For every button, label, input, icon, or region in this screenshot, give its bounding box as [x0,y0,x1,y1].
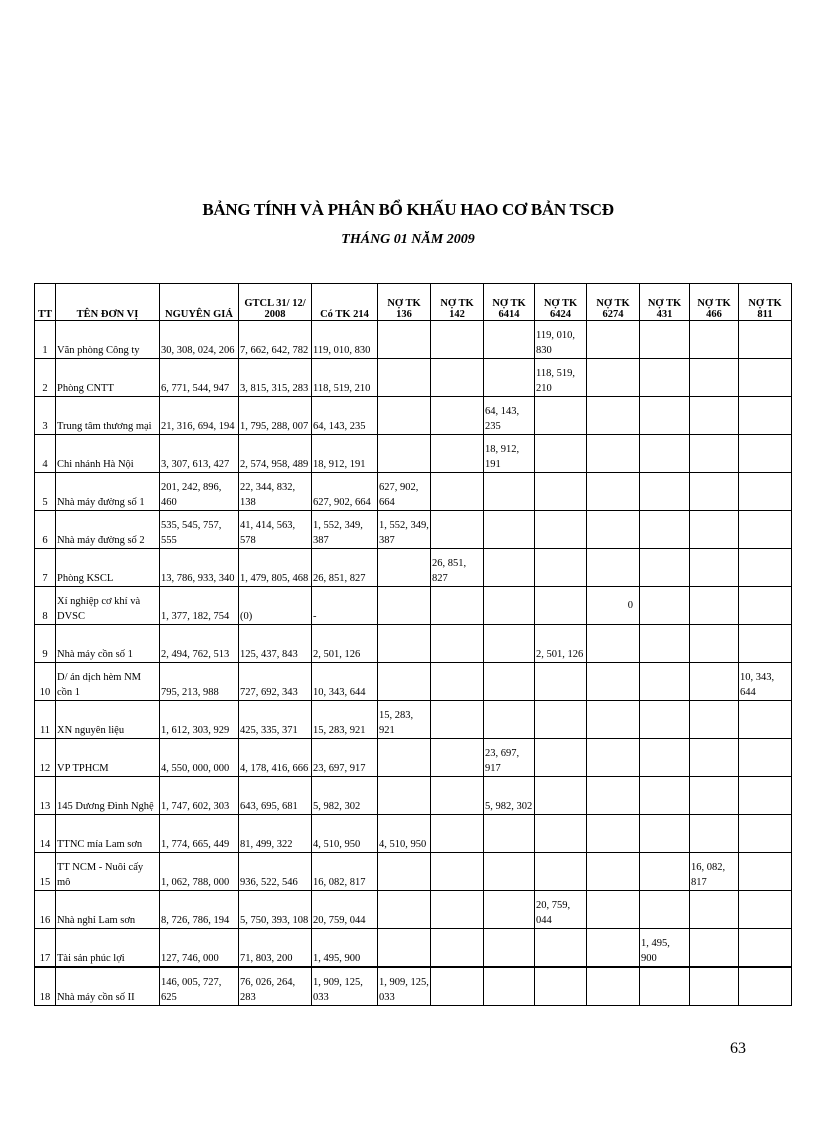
table-cell-n6424 [535,777,587,815]
table-row [35,587,792,625]
table-cell-n811 [739,473,792,511]
table-cell-n811 [739,853,792,891]
table-cell-n6414 [484,815,535,853]
table-cell-n6424: 118, 519, 210 [535,359,587,397]
table-cell-n136 [378,777,431,815]
table-cell-n136 [378,853,431,891]
table-cell-n142 [431,511,484,549]
table-cell-n466 [690,397,739,435]
table-row [35,929,792,968]
table-cell-name: Nhà máy cồn số 1 [56,625,160,663]
table-cell-n142 [431,701,484,739]
table-cell-n431: 1, 495, 900 [640,929,690,968]
table-cell-n6414: 23, 697, 917 [484,739,535,777]
table-cell-n142 [431,815,484,853]
table-cell-n6274 [587,435,640,473]
table-cell-gtcl: 4, 178, 416, 666 [239,739,312,777]
table-cell-name: Nhà máy đường số 2 [56,511,160,549]
table-cell-n6424 [535,587,587,625]
table-cell-n142 [431,967,484,1006]
table-cell-n6274 [587,815,640,853]
table-cell-n6424 [535,815,587,853]
column-header: NỢ TK 136 [378,284,431,321]
table-cell-n6414 [484,891,535,929]
table-cell-ng: 4, 550, 000, 000 [160,739,239,777]
table-cell-name: 145 Dương Đình Nghệ [56,777,160,815]
table-cell-gtcl: 936, 522, 546 [239,853,312,891]
table-cell-n466 [690,435,739,473]
table-header-row [35,284,792,321]
table-cell-n136 [378,359,431,397]
table-cell-co214: 1, 909, 125, 033 [312,967,378,1006]
table-cell-n466 [690,891,739,929]
table-cell-n431 [640,625,690,663]
table-cell-ng: 21, 316, 694, 194 [160,397,239,435]
table-cell-tt: 11 [35,701,56,739]
table-cell-co214: 627, 902, 664 [312,473,378,511]
table-cell-n466 [690,359,739,397]
column-header: GTCL 31/ 12/ 2008 [239,284,312,321]
table-cell-n136: 4, 510, 950 [378,815,431,853]
table-cell-n811 [739,625,792,663]
table-cell-n142 [431,739,484,777]
table-cell-co214: 5, 982, 302 [312,777,378,815]
table-cell-n431 [640,701,690,739]
table-cell-gtcl: 5, 750, 393, 108 [239,891,312,929]
table-cell-co214: 15, 283, 921 [312,701,378,739]
table-cell-ng: 795, 213, 988 [160,663,239,701]
table-cell-name: Nhà nghỉ Lam sơn [56,891,160,929]
table-cell-n142 [431,473,484,511]
table-cell-n142 [431,587,484,625]
table-cell-n431 [640,511,690,549]
table-cell-n6424 [535,663,587,701]
table-cell-n811 [739,815,792,853]
table-cell-n431 [640,435,690,473]
table-cell-n6274 [587,891,640,929]
table-cell-gtcl: (0) [239,587,312,625]
table-cell-n6424 [535,853,587,891]
table-cell-tt: 8 [35,587,56,625]
table-cell-n142: 26, 851, 827 [431,549,484,587]
table-cell-n466 [690,663,739,701]
table-cell-n136 [378,587,431,625]
table-cell-n6414: 64, 143, 235 [484,397,535,435]
table-cell-n6414 [484,549,535,587]
table-cell-ng: 146, 005, 727, 625 [160,967,239,1006]
table-row [35,967,792,1006]
table-row [35,891,792,929]
table-cell-name: Xí nghiệp cơ khí và DVSC [56,587,160,625]
table-cell-n431 [640,891,690,929]
table-cell-n6424: 2, 501, 126 [535,625,587,663]
table-cell-n6414 [484,929,535,968]
table-cell-gtcl: 425, 335, 371 [239,701,312,739]
table-cell-name: Chi nhánh Hà Nội [56,435,160,473]
table-cell-gtcl: 643, 695, 681 [239,777,312,815]
table-cell-n6414 [484,625,535,663]
table-cell-n136 [378,891,431,929]
table-cell-gtcl: 81, 499, 322 [239,815,312,853]
table-cell-n6424 [535,929,587,968]
table-cell-n431 [640,397,690,435]
table-cell-name: Phòng CNTT [56,359,160,397]
table-cell-n811 [739,929,792,968]
column-header: NỢ TK 6424 [535,284,587,321]
column-header: NỢ TK 142 [431,284,484,321]
table-cell-co214: 64, 143, 235 [312,397,378,435]
table-cell-tt: 2 [35,359,56,397]
table-cell-tt: 12 [35,739,56,777]
table-cell-n136 [378,321,431,359]
table-cell-n136 [378,549,431,587]
document-title: BẢNG TÍNH VÀ PHÂN BỔ KHẤU HAO CƠ BẢN TSCĐ [202,200,614,219]
table-cell-n6274 [587,853,640,891]
table-cell-co214: 16, 082, 817 [312,853,378,891]
table-cell-gtcl: 3, 815, 315, 283 [239,359,312,397]
table-cell-n431 [640,815,690,853]
table-cell-co214: 10, 343, 644 [312,663,378,701]
table-cell-n6414: 5, 982, 302 [484,777,535,815]
table-cell-n6414 [484,473,535,511]
table-cell-gtcl: 727, 692, 343 [239,663,312,701]
table-cell-n6274 [587,625,640,663]
table-cell-name: Nhà máy cồn số II [56,967,160,1006]
table-row [35,701,792,739]
table-row [35,321,792,359]
page-number: 63 [730,1040,746,1057]
table-cell-n6424: 119, 010, 830 [535,321,587,359]
table-cell-name: Văn phòng Công ty [56,321,160,359]
table-row [35,625,792,663]
table-cell-n6274 [587,701,640,739]
table-cell-tt: 7 [35,549,56,587]
table-cell-n6274 [587,397,640,435]
table-cell-gtcl: 1, 479, 805, 468 [239,549,312,587]
table-cell-n6274 [587,777,640,815]
table-cell-n6424 [535,473,587,511]
table-cell-name: TT NCM - Nuôi cấy mô [56,853,160,891]
table-cell-ng: 2, 494, 762, 513 [160,625,239,663]
table-cell-n811 [739,739,792,777]
table-cell-name: D/ án dịch hèm NM cồn 1 [56,663,160,701]
table-cell-n6274 [587,321,640,359]
table-cell-co214: - [312,587,378,625]
table-cell-tt: 4 [35,435,56,473]
column-header: TT [35,284,56,321]
table-cell-n6414 [484,853,535,891]
table-cell-gtcl: 2, 574, 958, 489 [239,435,312,473]
table-cell-n466 [690,549,739,587]
table-cell-n811 [739,587,792,625]
table-row [35,815,792,853]
table-cell-n811 [739,967,792,1006]
table-cell-n431 [640,549,690,587]
table-cell-tt: 17 [35,929,56,968]
table-cell-ng: 30, 308, 024, 206 [160,321,239,359]
table-cell-n431 [640,359,690,397]
table-cell-n431 [640,473,690,511]
table-row [35,511,792,549]
table-cell-ng: 6, 771, 544, 947 [160,359,239,397]
table-cell-n466 [690,473,739,511]
table-cell-n6274 [587,929,640,968]
table-cell-co214: 2, 501, 126 [312,625,378,663]
depreciation-table-container [34,283,792,1016]
table-cell-name: XN nguyên liệu [56,701,160,739]
table-cell-co214: 23, 697, 917 [312,739,378,777]
table-cell-n136 [378,929,431,968]
table-cell-n142 [431,891,484,929]
table-cell-tt: 10 [35,663,56,701]
table-cell-n142 [431,853,484,891]
table-cell-n6424 [535,435,587,473]
table-cell-tt: 5 [35,473,56,511]
table-cell-name: Nhà máy đường số 1 [56,473,160,511]
table-cell-co214: 4, 510, 950 [312,815,378,853]
table-cell-n6414 [484,967,535,1006]
table-cell-gtcl: 7, 662, 642, 782 [239,321,312,359]
table-cell-n466 [690,815,739,853]
table-cell-n811 [739,701,792,739]
table-cell-n6414 [484,511,535,549]
table-cell-ng: 1, 612, 303, 929 [160,701,239,739]
table-cell-n431 [640,663,690,701]
table-cell-n136 [378,663,431,701]
table-cell-co214: 18, 912, 191 [312,435,378,473]
table-cell-n6424 [535,397,587,435]
table-cell-n811 [739,435,792,473]
table-cell-name: Phòng KSCL [56,549,160,587]
column-header: NỢ TK 811 [739,284,792,321]
table-cell-n6414 [484,701,535,739]
table-cell-n466 [690,929,739,968]
table-row [35,853,792,891]
table-cell-n6424: 20, 759, 044 [535,891,587,929]
table-cell-n142 [431,663,484,701]
table-cell-n811 [739,777,792,815]
table-cell-ng: 1, 774, 665, 449 [160,815,239,853]
column-header: NỢ TK 466 [690,284,739,321]
column-header: NỢ TK 6274 [587,284,640,321]
table-cell-co214: 1, 495, 900 [312,929,378,968]
table-cell-n811 [739,321,792,359]
table-cell-co214: 118, 519, 210 [312,359,378,397]
table-cell-n6274 [587,473,640,511]
table-cell-n6274 [587,663,640,701]
table-cell-n142 [431,321,484,359]
table-cell-n6414 [484,321,535,359]
column-header: NỢ TK 6414 [484,284,535,321]
table-cell-n6274 [587,359,640,397]
table-cell-n136: 1, 552, 349, 387 [378,511,431,549]
depreciation-table [34,283,792,1006]
table-cell-tt: 1 [35,321,56,359]
table-cell-tt: 16 [35,891,56,929]
table-cell-n142 [431,397,484,435]
table-cell-n136: 627, 902, 664 [378,473,431,511]
table-row [35,473,792,511]
table-cell-ng: 1, 062, 788, 000 [160,853,239,891]
table-cell-n136 [378,625,431,663]
table-cell-gtcl: 71, 803, 200 [239,929,312,968]
table-cell-n6424 [535,739,587,777]
table-cell-n6424 [535,549,587,587]
table-cell-n6414 [484,587,535,625]
table-row [35,777,792,815]
table-cell-n466 [690,777,739,815]
table-row [35,739,792,777]
column-header: TÊN ĐƠN VỊ [56,284,160,321]
table-cell-gtcl: 125, 437, 843 [239,625,312,663]
table-cell-n466: 16, 082, 817 [690,853,739,891]
table-cell-ng: 201, 242, 896, 460 [160,473,239,511]
table-cell-n6424 [535,701,587,739]
table-cell-co214: 20, 759, 044 [312,891,378,929]
table-cell-ng: 127, 746, 000 [160,929,239,968]
table-cell-n142 [431,929,484,968]
table-body [35,321,792,1006]
table-cell-gtcl: 76, 026, 264, 283 [239,967,312,1006]
table-cell-name: Tài sản phúc lợi [56,929,160,968]
table-cell-co214: 119, 010, 830 [312,321,378,359]
table-cell-n811 [739,359,792,397]
table-cell-n431 [640,967,690,1006]
table-cell-co214: 26, 851, 827 [312,549,378,587]
table-cell-tt: 3 [35,397,56,435]
table-cell-n431 [640,587,690,625]
table-cell-n6414 [484,663,535,701]
table-cell-tt: 18 [35,967,56,1006]
table-cell-n142 [431,435,484,473]
table-cell-ng: 1, 377, 182, 754 [160,587,239,625]
table-row [35,663,792,701]
table-cell-n431 [640,739,690,777]
table-cell-n142 [431,777,484,815]
table-cell-n811 [739,549,792,587]
table-cell-tt: 15 [35,853,56,891]
table-cell-ng: 3, 307, 613, 427 [160,435,239,473]
table-row [35,359,792,397]
table-cell-n136 [378,739,431,777]
table-cell-n466 [690,625,739,663]
table-cell-n6274 [587,739,640,777]
table-cell-n466 [690,321,739,359]
table-cell-gtcl: 41, 414, 563, 578 [239,511,312,549]
column-header: NGUYÊN GIÁ [160,284,239,321]
table-row [35,397,792,435]
document-subtitle: THÁNG 01 NĂM 2009 [341,232,475,247]
table-cell-tt: 13 [35,777,56,815]
table-cell-n142 [431,359,484,397]
table-cell-name: TTNC mía Lam sơn [56,815,160,853]
table-cell-co214: 1, 552, 349, 387 [312,511,378,549]
table-cell-n142 [431,625,484,663]
table-cell-n6414 [484,359,535,397]
table-cell-n431 [640,853,690,891]
column-header: Có TK 214 [312,284,378,321]
table-cell-n6274 [587,511,640,549]
table-row [35,435,792,473]
table-cell-gtcl: 22, 344, 832, 138 [239,473,312,511]
table-cell-n466 [690,739,739,777]
table-cell-tt: 14 [35,815,56,853]
table-cell-gtcl: 1, 795, 288, 007 [239,397,312,435]
table-cell-ng: 8, 726, 786, 194 [160,891,239,929]
table-cell-n6274 [587,549,640,587]
table-cell-n136: 1, 909, 125, 033 [378,967,431,1006]
table-cell-n811 [739,891,792,929]
table-cell-n6414: 18, 912, 191 [484,435,535,473]
table-cell-n431 [640,777,690,815]
table-cell-n466 [690,511,739,549]
table-cell-n6274 [587,967,640,1006]
table-cell-ng: 535, 545, 757, 555 [160,511,239,549]
table-cell-n431 [640,321,690,359]
table-cell-tt: 6 [35,511,56,549]
table-cell-n466 [690,587,739,625]
table-cell-ng: 13, 786, 933, 340 [160,549,239,587]
table-cell-n811 [739,397,792,435]
table-cell-n136 [378,435,431,473]
table-cell-n811 [739,511,792,549]
table-cell-n811: 10, 343, 644 [739,663,792,701]
table-row [35,549,792,587]
table-cell-tt: 9 [35,625,56,663]
table-cell-name: VP TPHCM [56,739,160,777]
table-cell-n466 [690,967,739,1006]
table-cell-n466 [690,701,739,739]
table-cell-n136: 15, 283, 921 [378,701,431,739]
table-cell-ng: 1, 747, 602, 303 [160,777,239,815]
table-cell-n6424 [535,967,587,1006]
table-cell-n136 [378,397,431,435]
table-cell-n6424 [535,511,587,549]
column-header: NỢ TK 431 [640,284,690,321]
table-cell-name: Trung tâm thương mại [56,397,160,435]
table-cell-n6274: 0 [587,587,640,625]
